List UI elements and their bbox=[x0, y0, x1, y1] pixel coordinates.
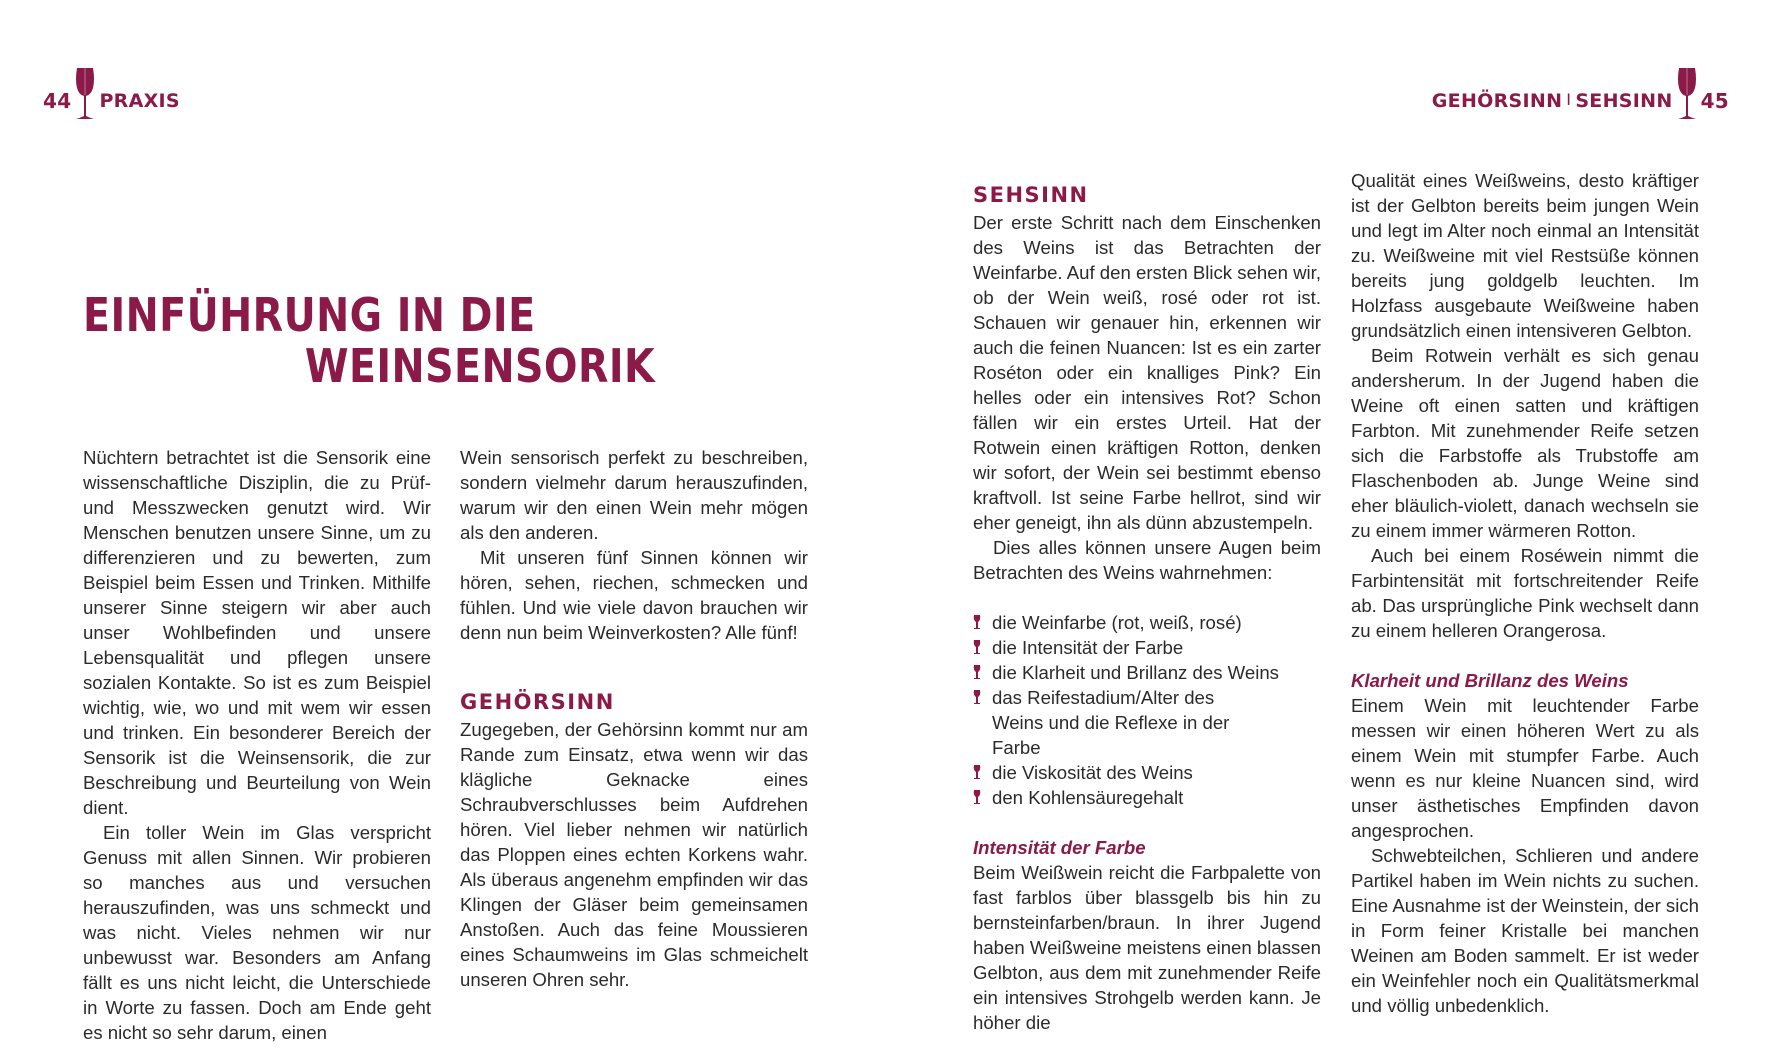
paragraph: Zugegeben, der Gehörsinn kommt nur am Rande zum Einsatz, etwa wenn wir das klägliche Geknacke eines Schraubverschlusses beim Aufdrehen hören. Viel lieber nehmen wir natürlich das Ploppen eines echten Korkens wahr. Als überaus angenehm empfinden wir das Klingen der Gläser beim gemeinsamen Anstoßen. Auch das feine Moussieren eines Schaumweins im Glas schmeichelt unseren Ohren sehr. bbox=[460, 719, 808, 990]
section-heading-gehoersinn: GEHÖRSINN bbox=[460, 690, 615, 714]
wine-glass-bullet-icon bbox=[973, 765, 981, 780]
list-item: die Klarheit und Brillanz des Weins bbox=[973, 660, 1321, 685]
subheading-intensitaet: Intensität der Farbe bbox=[973, 837, 1146, 858]
separator: I bbox=[1566, 90, 1572, 109]
running-head-right bbox=[1432, 56, 1729, 112]
column-3 bbox=[973, 180, 1321, 1035]
wine-glass-bullet-icon bbox=[973, 790, 981, 805]
wine-glass-icon bbox=[74, 66, 96, 122]
paragraph: Beim Rotwein verhält es sich genau andersherum. In der Jugend haben die Weine oft einen satten und kräftigen Farbton. Mit zunehmender Reife setzen sich die Farbstoffe als Trubstoffe am Flaschenboden ab. Junge Weine sind eher bläulich-violett, danach wechseln sie zu einem immer wärmeren Rotton. bbox=[1351, 345, 1699, 541]
paragraph: Ein toller Wein im Glas verspricht Genuss mit allen Sinnen. Wir probieren so manches aus und versuchen herauszufinden, was uns schmeckt und was nicht. Vieles nehmen wir nur unbewusst war. Besonders am Anfang fällt es uns nicht leicht, die Unterschiede in Worte zu fassen. Doch am Ende geht es nicht so sehr darum, einen bbox=[83, 822, 431, 1043]
perception-list bbox=[973, 610, 1321, 810]
column-4 bbox=[1351, 168, 1699, 1018]
column-2 bbox=[460, 445, 808, 992]
list-item: die Viskosität des Weins bbox=[973, 760, 1321, 785]
wine-glass-bullet-icon bbox=[973, 690, 981, 705]
page-number-left: 44 bbox=[43, 89, 72, 113]
page-number-right: 45 bbox=[1700, 89, 1729, 113]
wine-glass-bullet-icon bbox=[973, 640, 981, 655]
wine-glass-bullet-icon bbox=[973, 665, 981, 680]
paragraph: Auch bei einem Roséwein nimmt die Farbintensität mit fortschreitender Reife ab. Das ursprüngliche Pink wechselt dann zu einem helleren Orangerosa. bbox=[1351, 545, 1699, 641]
paragraph: Beim Weißwein reicht die Farbpalette von fast farblos über blassgelb bis hin zu bernsteinfarben/braun. In ihrer Jugend haben Weißweine meistens einen blassen Gelbton, aus dem mit zunehmender Reife ein intensives Strohgelb werden kann. Je höher die bbox=[973, 862, 1321, 1033]
wine-glass-icon bbox=[1676, 66, 1698, 122]
paragraph: Nüchtern betrachtet ist die Sensorik eine wissenschaftliche Disziplin, die zu Prüf- und Messzwecken genutzt wird. Wir Menschen benutzen unsere Sinne, um zu differenzieren und zu bewerten, zum Beispiel beim Essen und Trinken. Mithilfe unserer Sinne steigern wir aber auch unser Wohlbefinden und unsere Lebensqualität und pflegen unsere sozialen Kontakte. So ist es zum Beispiel wichtig, wie, wo und mit wem wir essen und trinken. Ein besonderer Bereich der Sensorik ist die Weinsensorik, die zur Beschreibung und Beurteilung von Wein dient. bbox=[83, 447, 431, 818]
list-item: die Weinfarbe (rot, weiß, rosé) bbox=[973, 610, 1321, 635]
list-item: die Intensität der Farbe bbox=[973, 635, 1321, 660]
section-label-gehoersinn: GEHÖRSINN bbox=[1431, 90, 1563, 112]
paragraph: Wein sensorisch perfekt zu beschreiben, sondern vielmehr darum herauszufinden, warum wir den einen Wein mehr mögen als den anderen. bbox=[460, 447, 808, 543]
paragraph: Der erste Schritt nach dem Einschenken des Weins ist das Betrachten der Weinfarbe. Auf den ersten Blick sehen wir, ob der Wein weiß, rosé oder rot ist. Schauen wir genauer hin, erkennen wir auch die feinen Nuancen: Ist es ein zarter Roséton oder ein knalliges Pink? Ein helles oder ein intensives Rot? Schon fällen wir ein erstes Urteil. Hat der Rotwein einen kräftigen Rotton, denken wir sofort, der Wein sei bestimmt ebenso kraftvoll. Ist seine Farbe hellrot, sind wir eher geneigt, ihn als dünn abzustempeln. bbox=[973, 212, 1321, 533]
chapter-title-line-2: WEINSENSORIK bbox=[304, 339, 656, 393]
paragraph: Dies alles können unsere Augen beim Betrachten des Weins wahrnehmen: bbox=[973, 537, 1321, 583]
paragraph: Einem Wein mit leuchtender Farbe messen wir einen höheren Wert zu als einem Wein mit stumpfer Farbe. Auch wenn es nur kleine Nuancen sind, wird unser ästhetisches Empfinden davon angesprochen. bbox=[1351, 695, 1699, 841]
running-head-left bbox=[43, 56, 180, 112]
subheading-klarheit: Klarheit und Brillanz des Weins bbox=[1351, 670, 1629, 691]
section-label-sehsinn: SEHSINN bbox=[1575, 90, 1673, 112]
list-item: das Reifestadium/Alter des Weins und die Reflexe in der Farbe bbox=[973, 685, 1321, 760]
section-heading-sehsinn: SEHSINN bbox=[973, 183, 1089, 207]
paragraph: Schwebteilchen, Schlieren und andere Partikel haben im Wein nichts zu suchen. Eine Ausnahme ist der Weinstein, der sich in Form feiner Kristalle bei manchen Weinen am Boden sammelt. Er ist weder ein Weinfehler noch ein Qualitätsmerkmal und völlig unbedenklich. bbox=[1351, 845, 1699, 1016]
section-label-left: PRAXIS bbox=[99, 90, 180, 112]
paragraph: Qualität eines Weißweins, desto kräftiger ist der Gelbton bereits beim jungen Wein und legt im Alter noch einmal an Intensität zu. Weißweine mit viel Restsüße können bereits jung goldgelb leuchten. Im Holzfass ausgebaute Weißweine haben grundsätzlich einen intensiveren Gelbton. bbox=[1351, 170, 1699, 341]
wine-glass-bullet-icon bbox=[973, 615, 981, 630]
chapter-title-line-1: EINFÜHRUNG IN DIE bbox=[83, 288, 536, 342]
list-item: den Kohlensäuregehalt bbox=[973, 785, 1321, 810]
spacer bbox=[973, 585, 1321, 610]
column-1 bbox=[83, 445, 431, 1045]
spacer bbox=[973, 810, 1321, 835]
chapter-title bbox=[83, 290, 655, 392]
paragraph: Mit unseren fünf Sinnen können wir hören, sehen, riechen, schmecken und fühlen. Und wie viele davon brauchen wir denn nun beim Weinverkosten? Alle fünf! bbox=[460, 547, 808, 643]
spacer bbox=[460, 645, 808, 687]
spacer bbox=[1351, 643, 1699, 668]
